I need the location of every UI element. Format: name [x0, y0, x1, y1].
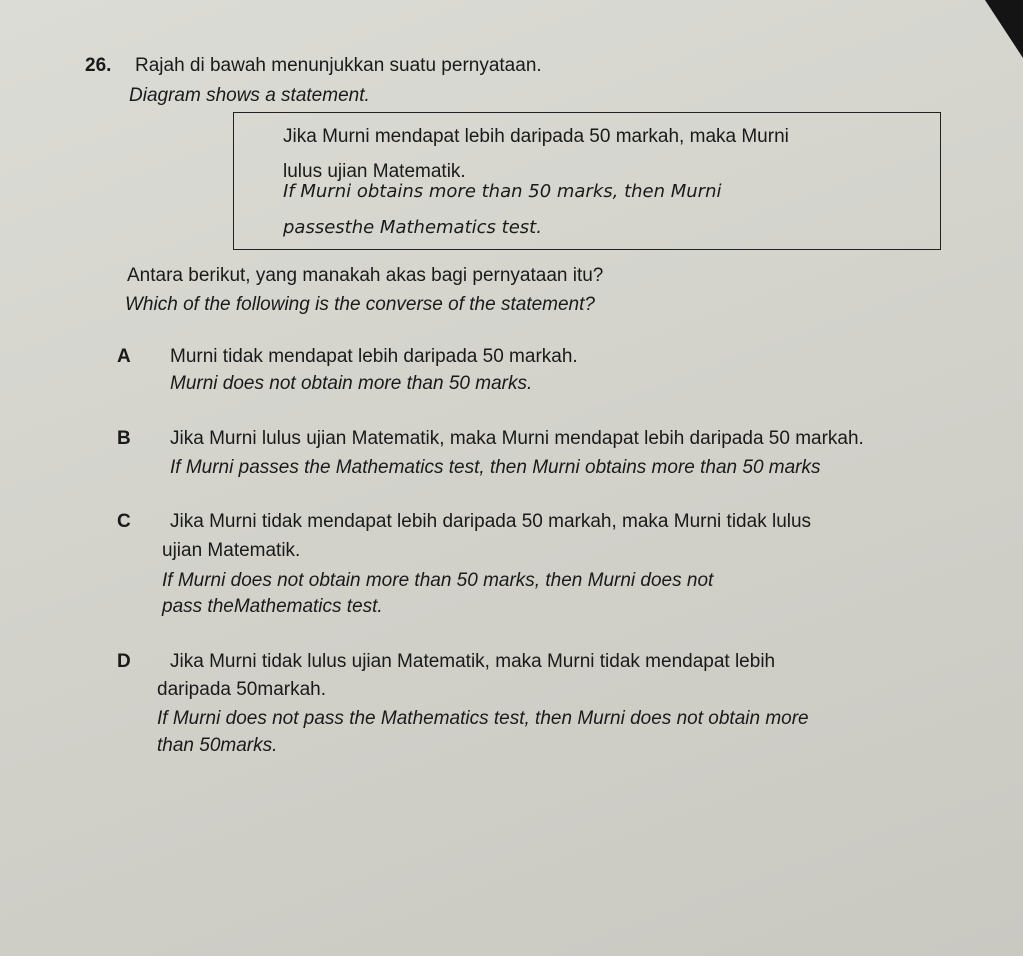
option-b-line-1: Jika Murni lulus ujian Matematik, maka Murni mendapat lebih daripada 50 markah.: [170, 428, 864, 449]
question-text-english: Diagram shows a statement.: [129, 85, 370, 106]
option-b-line-2: If Murni passes the Mathematics test, then Murni obtains more than 50 marks: [170, 457, 821, 478]
option-d-line-2: daripada 50markah.: [157, 679, 326, 700]
option-letter: B: [117, 428, 131, 449]
option-letter: C: [117, 511, 131, 532]
option-a-line-1: Murni tidak mendapat lebih daripada 50 markah.: [170, 346, 578, 367]
question-number: 26.: [85, 55, 112, 76]
option-a-line-2: Murni does not obtain more than 50 marks.: [170, 373, 533, 394]
option-c-line-3: If Murni does not obtain more than 50 marks, then Murni does not: [162, 570, 714, 591]
statement-box: [233, 112, 941, 250]
prompt-malay: Antara berikut, yang manakah akas bagi pernyataan itu?: [127, 265, 604, 286]
option-c-line-2: ujian Matematik.: [162, 540, 301, 561]
option-d-line-4: than 50marks.: [157, 735, 278, 756]
option-letter: D: [117, 651, 131, 672]
option-letter: A: [117, 346, 131, 367]
statement-malay-line-2: lulus ujian Matematik.: [283, 161, 466, 182]
option-d-line-1: Jika Murni tidak lulus ujian Matematik, maka Murni tidak mendapat lebih: [170, 651, 776, 672]
statement-english-line-2: passesthe Mathematics test.: [283, 217, 542, 238]
statement-malay-line-1: Jika Murni mendapat lebih daripada 50 markah, maka Murni: [283, 126, 789, 147]
option-d-line-3: If Murni does not pass the Mathematics test, then Murni does not obtain more: [157, 708, 809, 729]
photo-corner-shadow: [985, 0, 1023, 58]
prompt-english: Which of the following is the converse of the statement?: [125, 294, 595, 315]
question-text-malay: Rajah di bawah menunjukkan suatu pernyataan.: [135, 55, 542, 76]
statement-english-line-1: If Murni obtains more than 50 marks, then Murni: [283, 181, 722, 202]
option-c-line-4: pass theMathematics test.: [162, 596, 383, 617]
option-c-line-1: Jika Murni tidak mendapat lebih daripada 50 markah, maka Murni tidak lulus: [170, 511, 812, 532]
